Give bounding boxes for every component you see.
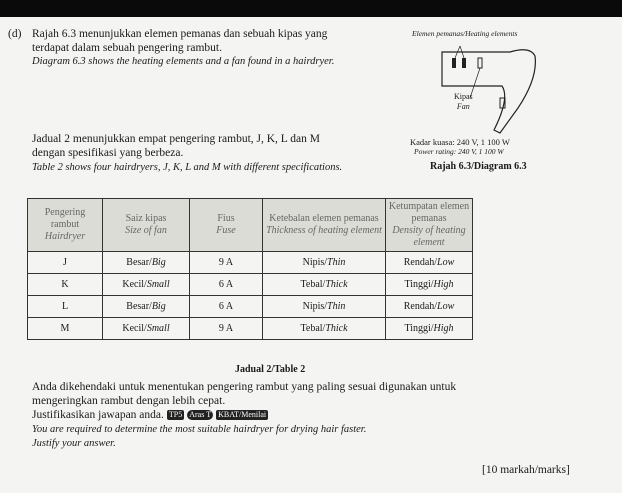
marks: [10 markah/marks] bbox=[482, 464, 570, 476]
badge-kbat: KBAT/Menilai bbox=[218, 410, 267, 420]
header-density: Ketumpatan elemen pemanas Density of heating element bbox=[386, 199, 473, 252]
task-en-1: You are required to determine the most suitable hairdryer for drying hair faster. bbox=[32, 424, 367, 435]
badge-level: Aras T bbox=[189, 410, 212, 420]
table-row: K Kecil/Small 6 A Tebal/Thick Tinggi/High bbox=[28, 274, 473, 296]
badge-tp: TP5 bbox=[168, 410, 183, 420]
hairdryer-diagram bbox=[430, 38, 560, 138]
table-row: M Kecil/Small 9 A Tebal/Thick Tinggi/High bbox=[28, 318, 473, 340]
header-fan-size: Saiz kipas Size of fan bbox=[103, 199, 190, 252]
table-intro-ms-2: dengan spesifikasi yang berbeza. bbox=[32, 147, 184, 159]
fan-label-en: Fan bbox=[456, 102, 470, 111]
power-rating-en: Power rating: 240 V, 1 100 W bbox=[414, 147, 504, 156]
task-ms-3-line bbox=[32, 408, 268, 422]
table-row: J Besar/Big 9 A Nipis/Thin Rendah/Low bbox=[28, 252, 473, 274]
table-row: L Besar/Big 6 A Nipis/Thin Rendah/Low bbox=[28, 296, 473, 318]
top-bar bbox=[0, 0, 622, 17]
header-hairdryer: Pengering rambut Hairdryer bbox=[28, 199, 103, 252]
task-en-2: Justify your answer. bbox=[32, 438, 116, 449]
table-intro-ms-1: Jadual 2 menunjukkan empat pengering rambut, J, K, L dan M bbox=[32, 133, 320, 145]
fan-label bbox=[454, 92, 473, 112]
table-header-row bbox=[28, 199, 473, 252]
heating-elements-label: Elemen pemanas/Heating elements bbox=[412, 29, 518, 38]
intro-ms-2: terdapat dalam sebuah pengering rambut. bbox=[32, 42, 222, 54]
question-label: (d) bbox=[8, 28, 22, 40]
task-ms-1: Anda dikehendaki untuk menentukan pengering rambut yang paling sesuai digunakan untuk bbox=[32, 381, 457, 393]
header-thickness: Ketebalan elemen pemanas Thickness of heating element bbox=[263, 199, 386, 252]
diagram-caption: Rajah 6.3/Diagram 6.3 bbox=[430, 161, 527, 172]
table-caption: Jadual 2/Table 2 bbox=[235, 364, 306, 375]
specifications-table bbox=[27, 198, 473, 340]
header-fuse: Fius Fuse bbox=[190, 199, 263, 252]
table-intro-en: Table 2 shows four hairdryers, J, K, L and M with different specifications. bbox=[32, 162, 343, 173]
fan-label-ms: Kipas bbox=[454, 92, 473, 101]
task-ms-2: mengeringkan rambut dengan lebih cepat. bbox=[32, 395, 226, 407]
task-ms-3: Justifikasikan jawapan anda. bbox=[32, 409, 164, 421]
intro-ms-1: Rajah 6.3 menunjukkan elemen pemanas dan sebuah kipas yang bbox=[32, 28, 328, 40]
power-rating-ms: Kadar kuasa: 240 V, 1 100 W bbox=[410, 137, 510, 147]
intro-en: Diagram 6.3 shows the heating elements and a fan found in a hairdryer. bbox=[32, 56, 335, 67]
